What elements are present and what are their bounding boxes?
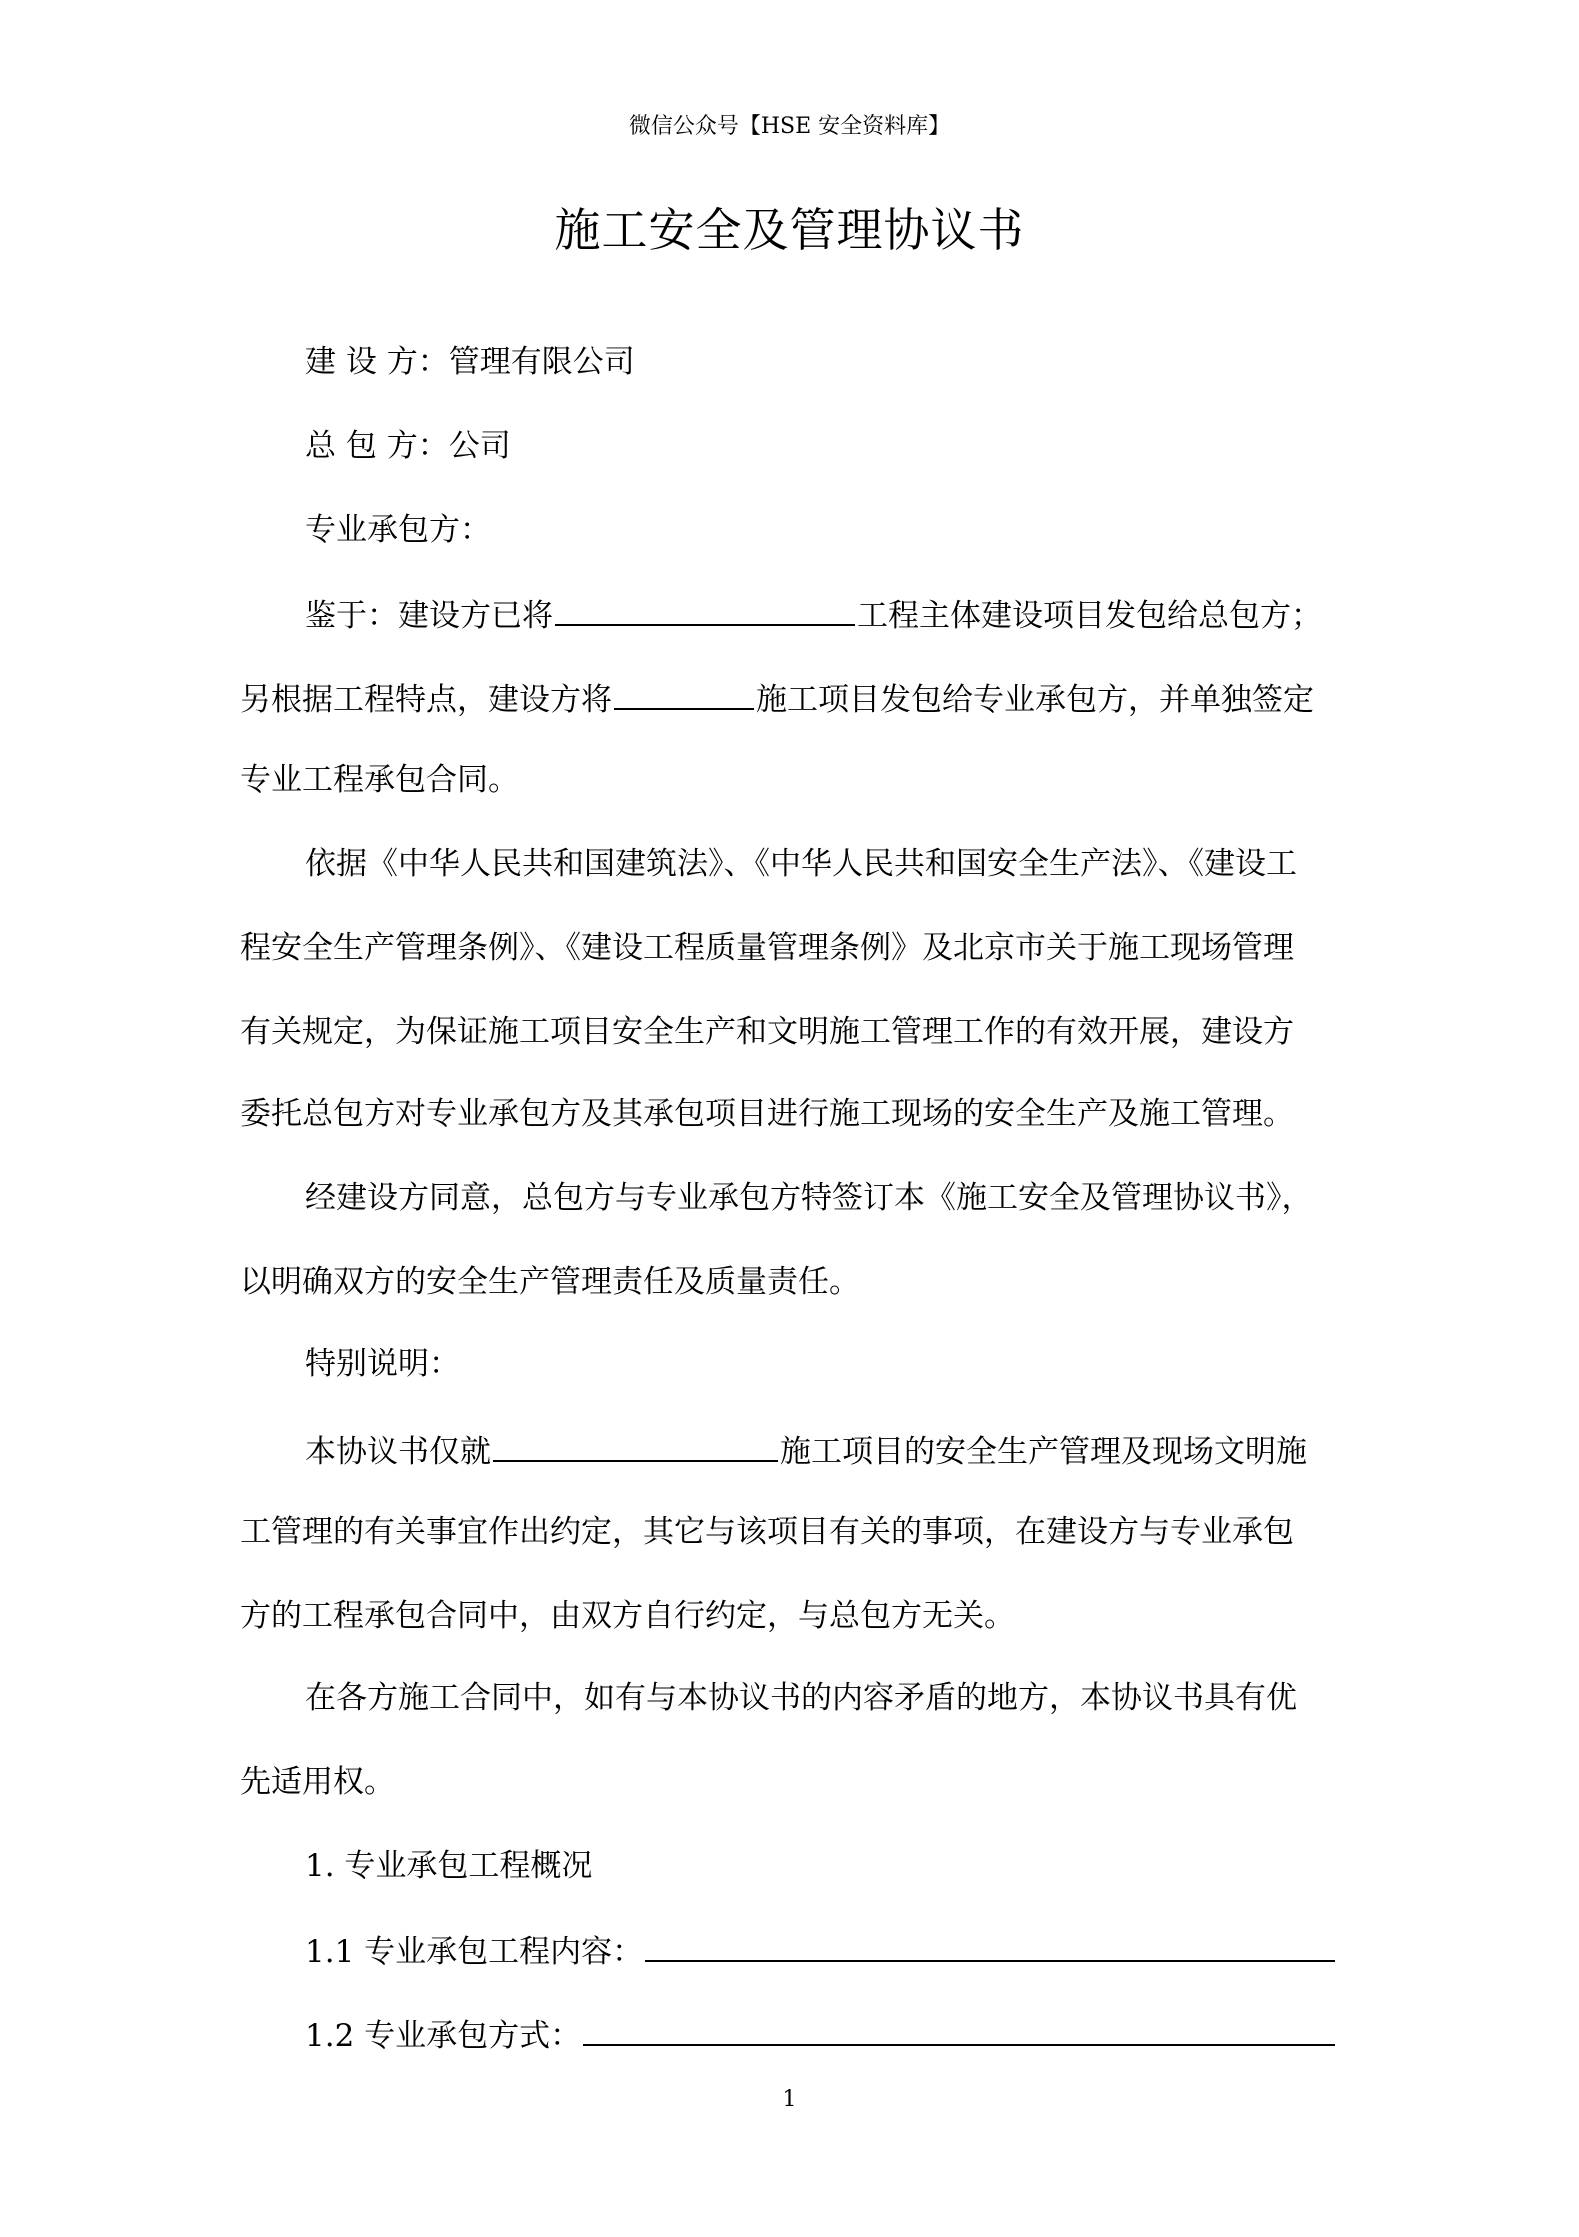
paragraph-5-line-2: 先适用权。 xyxy=(240,1764,395,1800)
general-label: 总 包 方： xyxy=(305,428,449,464)
paragraph-2-line-3: 有关规定，为保证施工项目安全生产和文明施工管理工作的有效开展，建设方 xyxy=(240,1014,1294,1050)
paragraph-1-line-1 xyxy=(305,590,1415,638)
paragraph-2-line-1: 依据《中华人民共和国建筑法》、《中华人民共和国安全生产法》、《建设工 xyxy=(305,846,1297,882)
party-specialist-label: 专业承包方： xyxy=(305,512,491,548)
section-1-heading: 1. 专业承包工程概况 xyxy=(305,1848,593,1884)
document-title: 施工安全及管理协议书 xyxy=(554,203,1025,257)
fill-blank-item[interactable] xyxy=(614,674,754,710)
p1-text-d: 施工项目发包给专业承包方，并单独签定 xyxy=(756,682,1314,718)
fill-blank-project[interactable] xyxy=(555,590,855,626)
paragraph-4-line-1 xyxy=(305,1426,1415,1474)
party-builder xyxy=(305,340,1415,384)
special-note-heading: 特别说明： xyxy=(305,1346,460,1382)
p4-text-b: 施工项目的安全生产管理及现场文明施 xyxy=(780,1434,1307,1470)
builder-label: 建 设 方： xyxy=(305,344,449,380)
page-number: 1 xyxy=(782,2087,797,2112)
builder-value: 管理有限公司 xyxy=(448,344,635,380)
paragraph-4-line-3: 方的工程承包合同中，由双方自行约定，与总包方无关。 xyxy=(240,1598,1015,1634)
p1-text-b: 工程主体建设项目发包给总包方； xyxy=(857,598,1322,634)
s11-label: 1.1 专业承包工程内容： xyxy=(305,1934,644,1970)
paragraph-5-line-1: 在各方施工合同中，如有与本协议书的内容矛盾的地方，本协议书具有优 xyxy=(305,1680,1297,1716)
paragraph-2-line-4: 委托总包方对专业承包方及其承包项目进行施工现场的安全生产及施工管理。 xyxy=(240,1096,1294,1132)
fill-blank-method[interactable] xyxy=(583,2010,1335,2046)
general-value: 公司 xyxy=(448,428,511,464)
party-general-contractor xyxy=(305,424,1415,468)
fill-blank-content[interactable] xyxy=(645,1926,1335,1962)
p4-text-a: 本协议书仅就 xyxy=(305,1434,491,1470)
paragraph-2-line-2: 程安全生产管理条例》、《建设工程质量管理条例》及北京市关于施工现场管理 xyxy=(240,930,1294,966)
s12-label: 1.2 专业承包方式： xyxy=(305,2018,582,2054)
p1-text-a: 鉴于：建设方已将 xyxy=(305,598,553,634)
section-1-1-line xyxy=(305,1926,1350,1974)
fill-blank-scope[interactable] xyxy=(493,1426,778,1462)
p1-text-c: 另根据工程特点，建设方将 xyxy=(240,682,612,718)
page-header: 微信公众号【HSE 安全资料库】 xyxy=(628,114,951,139)
paragraph-3-line-1: 经建设方同意，总包方与专业承包方特签订本《施工安全及管理协议书》， xyxy=(305,1180,1313,1216)
paragraph-1-line-3: 专业工程承包合同。 xyxy=(240,762,519,798)
paragraph-3-line-2: 以明确双方的安全生产管理责任及质量责任。 xyxy=(240,1264,860,1300)
paragraph-1-line-2 xyxy=(240,674,1350,722)
section-1-2-line xyxy=(305,2010,1350,2058)
paragraph-4-line-2: 工管理的有关事宜作出约定，其它与该项目有关的事项，在建设方与专业承包 xyxy=(240,1514,1294,1550)
